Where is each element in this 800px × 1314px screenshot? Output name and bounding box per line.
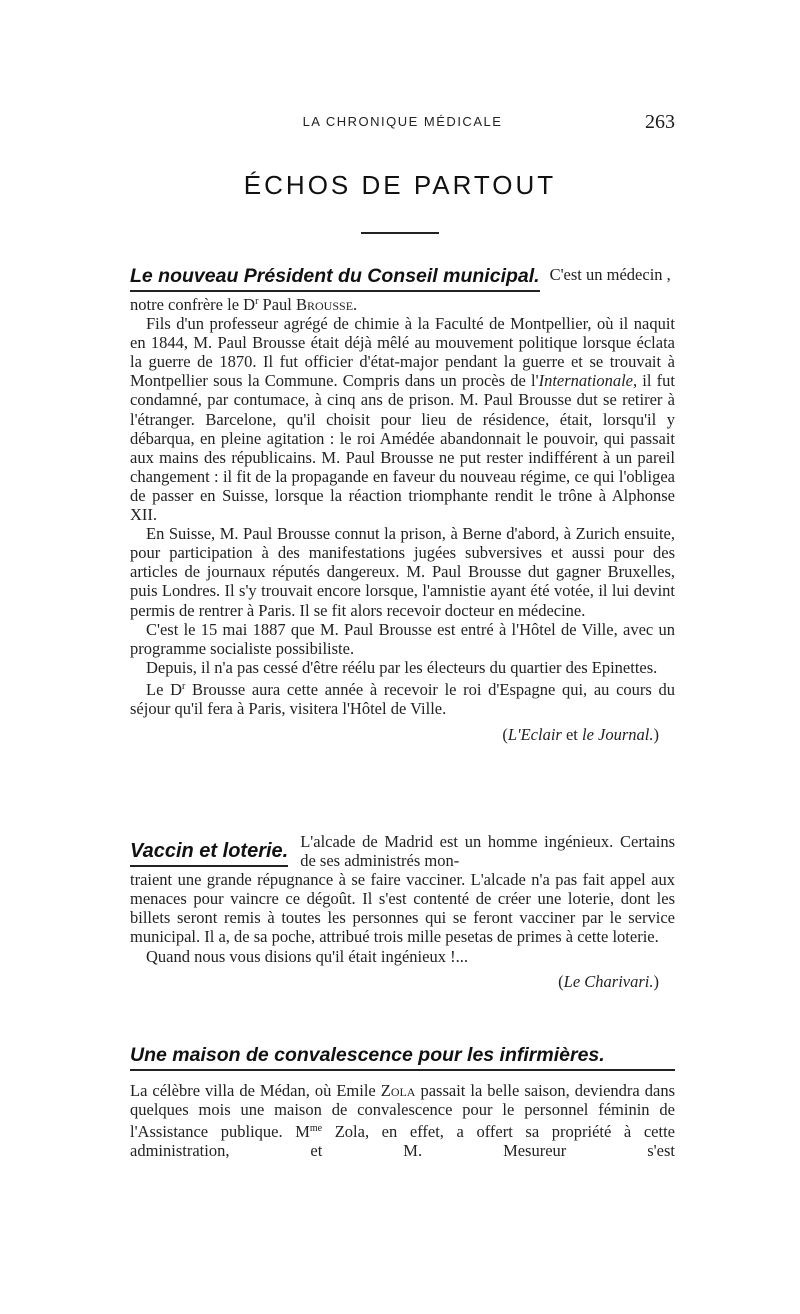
brousse-name: Brousse: [296, 295, 354, 314]
page-number: 263: [645, 111, 675, 133]
section-president-paragraph-1: Fils d'un professeur agrégé de chimie à la Faculté de Montpellier, où il naquit en 1844, M. Paul Brousse était déjà mêlé au mouvement politique lorsque éclata la guerre de 1870. Il fut officier d'état-major pendant la guerre et se trouvait à Montpellier sous la Commune. Compris dans un procès de l'Internationale, il fut condamné, par contumace, à cinq ans de prison. M. Paul Brousse dut se retirer à l'étranger. Barcelone, qu'il choisit pour lieu de résidence, était, lorsqu'il y débarqua, en pleine agitation : le roi Amédée abandonnait le pouvoir, qui passait aux mains des républicains. M. Paul Brousse ne put rester indifférent à un pareil changement : il fit de la propagande en faveur du nouveau régime, ce qui l'obligea de passer en Suisse, lorsque la réaction triomphante rendit le trône à Alphonse XII.: [130, 314, 675, 525]
section-president: [130, 265, 675, 744]
section-president-paragraph-5: Le $D^r$ Brousse aura cette année à recevoir le roi d'Espagne qui, au cours du séjour qu'il fera à Paris, visitera l'Hôtel de Ville.: [130, 679, 675, 718]
section-convalescence: [130, 1044, 675, 1160]
section-vaccine-paragraph-2: Quand nous vous disions qu'il était ingénieux !...: [146, 946, 468, 966]
section-convalescence-heading: Une maison de convalescence pour les infirmières.: [130, 1044, 675, 1071]
section-president-header: [130, 265, 675, 292]
section-president-heading: Le nouveau Président du Conseil municipal.: [130, 265, 540, 292]
section-president-lead: notre confrère le $D^r$ Paul Brousse.: [130, 295, 358, 314]
section-president-source: (L'Eclair et le Journal.): [502, 725, 659, 745]
main-title: ÉCHOS DE PARTOUT: [243, 170, 557, 200]
section-president-paragraph-4: Depuis, il n'a pas cessé d'être réélu par les électeurs du quartier des Epinettes.: [146, 657, 658, 677]
zola-name: Zola: [380, 1081, 416, 1100]
section-vaccine-side-text: L'alcade de Madrid est un homme ingénieux. Certains de ses administrés mon-: [300, 832, 675, 871]
section-vaccine-source: (Le Charivari.): [558, 971, 659, 991]
section-vaccine: [130, 832, 675, 991]
section-vaccine-paragraph-1: traient une grande répugnance à se faire vacciner. L'alcade n'a pas fait appel aux menaces pour vaincre ce dégoût. Il s'est contenté de créer une loterie, dont les billets seront remis à toutes les personnes qui se feront vacciner par le service municipal. Il a, de sa poche, attribué trois mille pesetas de primes à cette loterie.: [130, 870, 675, 947]
section-convalescence-header: [130, 1044, 675, 1071]
running-head: [130, 111, 675, 136]
section-convalescence-paragraph-1: La célèbre villa de Médan, où Emile Zola passait la belle saison, deviendra dans quelques mois une maison de convalescence pour le personnel féminin de l'Assistance publique. $M^{me}$ Zola, en effet, a offert sa propriété à cette administration, et M. Mesureur s'est: [130, 1081, 675, 1161]
section-vaccine-header: [130, 832, 675, 870]
section-president-side-text: C'est un médecin ,: [549, 265, 671, 284]
section-vaccine-heading: Vaccin et loterie.: [130, 840, 288, 867]
title-rule: [361, 232, 439, 234]
section-president-paragraph-3: C'est le 15 mai 1887 que M. Paul Brousse est entré à l'Hôtel de Ville, avec un programme socialiste possibiliste.: [130, 619, 675, 658]
section-president-paragraph-2: En Suisse, M. Paul Brousse connut la prison, à Berne d'abord, à Zurich ensuite, pour participation à des manifestations jugées subversives et aussi pour des articles de journaux réputés dangereux. M. Paul Brousse dut gagner Bruxelles, puis Londres. Il s'y trouvait encore lorsque, l'amnistie ayant été votée, il lui devint permis de rentrer à Paris. Il se fit alors recevoir docteur en médecine.: [130, 524, 675, 620]
journal-title: LA CHRONIQUE MÉDICALE: [302, 114, 503, 129]
